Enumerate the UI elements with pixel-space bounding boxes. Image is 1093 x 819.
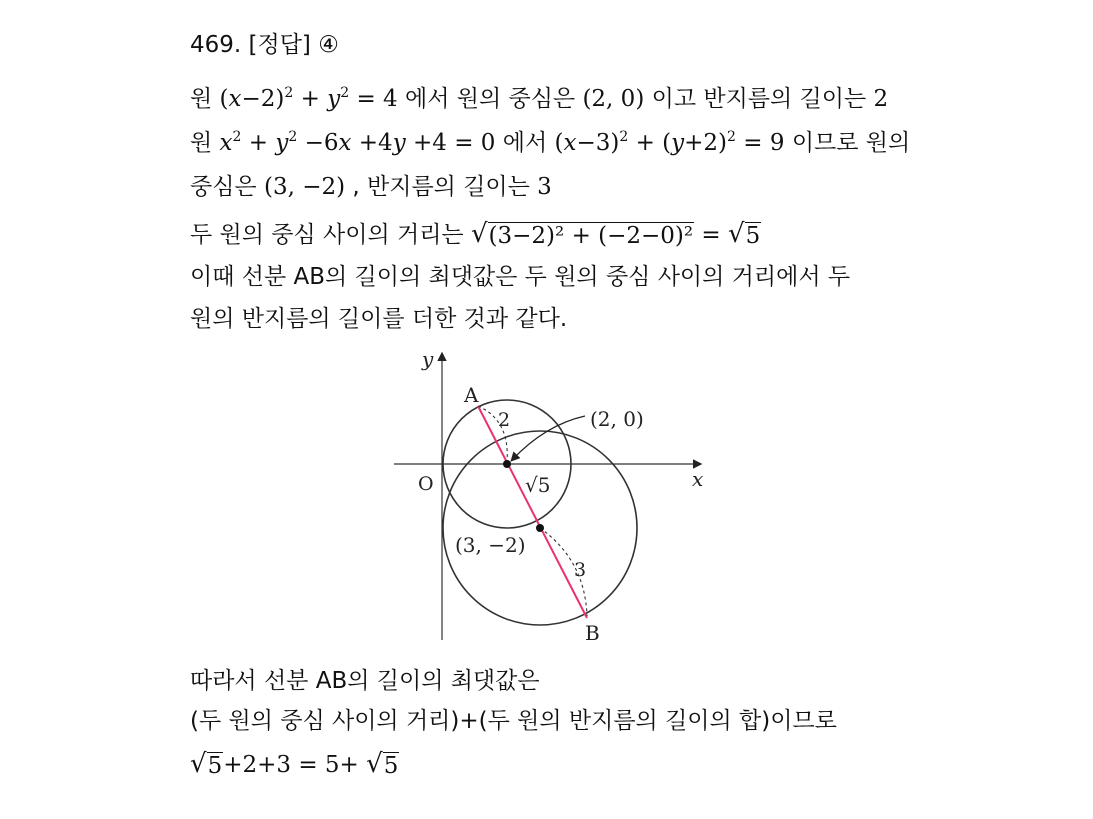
- text-fragment: 원: [190, 86, 220, 112]
- circle1-center: (2, 0): [582, 86, 645, 112]
- distance-sqrt: √ (3−2)² + (−2−0)²: [470, 219, 694, 249]
- final-sqrt-1-value: 5: [207, 753, 223, 779]
- text-fragment: 이고 반지름의 길이는: [651, 86, 874, 112]
- y-axis-label: y: [422, 347, 434, 371]
- solution-line-8: [190, 706, 837, 736]
- text-fragment: 에서: [502, 130, 555, 156]
- text-fragment: 에서 원의 중심은: [404, 86, 583, 112]
- solution-line-3: [190, 172, 552, 202]
- distance-result: √ 5: [728, 219, 761, 249]
- solution-line-2: [190, 128, 910, 158]
- text-fragment: 원: [190, 130, 220, 156]
- circle2-center: (3, −2): [263, 174, 346, 200]
- final-sum: +2+3 = 5+: [223, 752, 367, 778]
- segment-ab: [478, 406, 587, 618]
- circle2-radius: 3: [537, 174, 552, 200]
- solution-line-6: [190, 304, 567, 334]
- origin-label: O: [418, 473, 434, 495]
- text-fragment: 원의 반지름의 길이를 더한 것과 같다.: [190, 306, 568, 332]
- final-sqrt-2: √ 5: [366, 749, 399, 779]
- solution-line-1: [190, 84, 888, 114]
- text-fragment: , 반지름의 길이는: [352, 174, 538, 200]
- text-fragment: 이므로 원의: [791, 130, 911, 156]
- point-b-label: B: [585, 621, 600, 645]
- circle2-standard-form: $(x-3)^2 + (y+2)^2 = 9$: [554, 129, 785, 156]
- final-sqrt-1: √ 5: [190, 749, 223, 779]
- answer-title: 469. [정답] ④: [190, 32, 339, 58]
- circle1-equation: $(x-2)^2 + y^2 = 4$: [219, 85, 398, 112]
- text-fragment: 두 원의 중심 사이의 거리는: [190, 222, 471, 248]
- circle1-radius: 2: [873, 86, 889, 112]
- center-1-label: (2, 0): [590, 407, 644, 431]
- final-sqrt-2-value: 5: [383, 753, 399, 779]
- text-fragment: 따라서 선분 AB의 길이의 최댓값은: [190, 668, 540, 694]
- solution-line-9: [190, 750, 399, 780]
- answer-header: [190, 30, 339, 60]
- text-fragment: 중심은: [190, 174, 264, 200]
- radius-2-label: 2: [498, 409, 511, 431]
- solution-line-4: [190, 220, 761, 250]
- center-2: [536, 524, 544, 532]
- distance-radicand: (3−2)² + (−2−0)²: [488, 223, 694, 249]
- radius-3-label: 3: [574, 559, 587, 581]
- circles-figure: [380, 340, 730, 650]
- distance-result-value: 5: [745, 223, 761, 249]
- circle2-equation: $x^2 + y^2 -6x +4y +4 = 0$: [219, 129, 496, 156]
- distance-label: √5: [525, 473, 551, 497]
- x-axis-label: x: [692, 467, 704, 491]
- equals-sign: =: [694, 222, 729, 248]
- point-a-label: A: [464, 383, 479, 407]
- text-fragment: (두 원의 중심 사이의 거리)+(두 원의 반지름의 길이의 합)이므로: [190, 708, 837, 734]
- solution-line-5: [190, 262, 850, 292]
- center-2-label: (3, −2): [455, 533, 526, 557]
- solution-line-7: [190, 666, 540, 696]
- center-1: [503, 460, 511, 468]
- text-fragment: 이때 선분 AB의 길이의 최댓값은 두 원의 중심 사이의 거리에서 두: [190, 264, 851, 290]
